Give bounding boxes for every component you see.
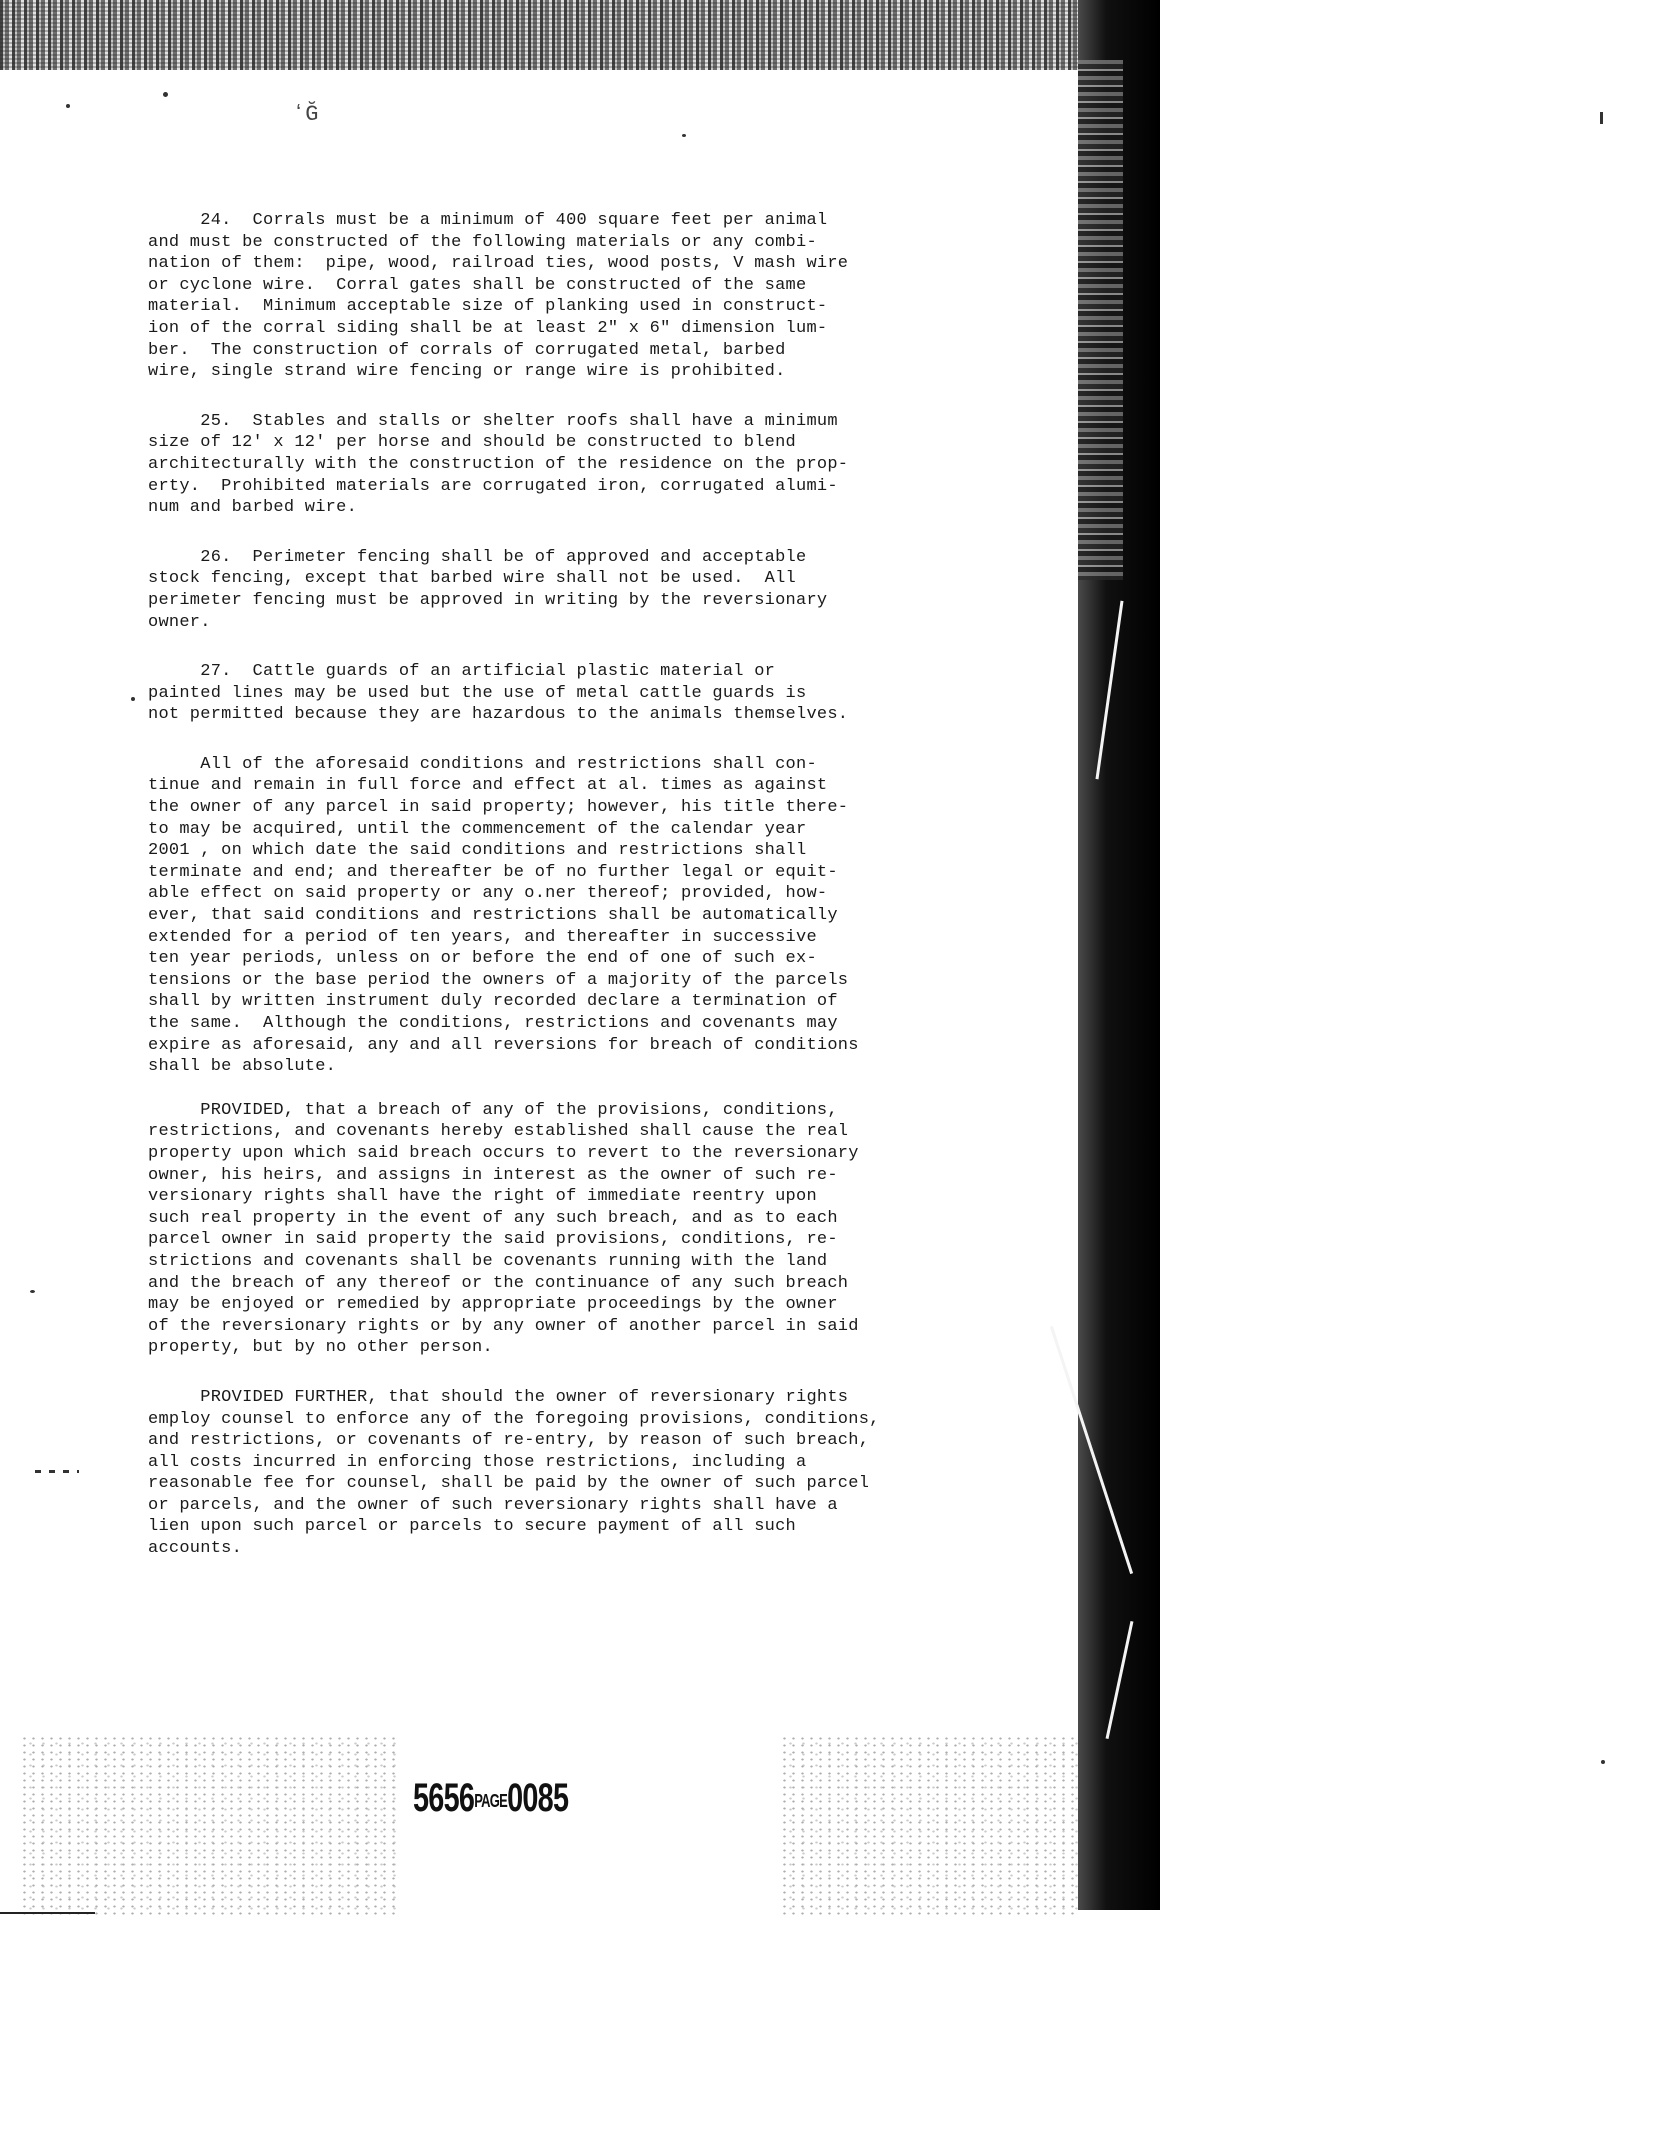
text-line: PROVIDED FURTHER, that should the owner of reversionary rights xyxy=(148,1387,849,1407)
scan-noise-top xyxy=(0,0,1160,70)
text-line: employ counsel to enforce any of the foregoing provisions, conditions, xyxy=(148,1409,880,1429)
book-number: 5656 xyxy=(413,1776,475,1820)
handwritten-mark: ʻĞ xyxy=(292,102,319,127)
text-line: expire as aforesaid, any and all reversions for breach of conditions xyxy=(148,1035,859,1055)
text-line: num and barbed wire. xyxy=(148,498,358,518)
text-line: 27. Cattle guards of an artificial plastic material or xyxy=(148,662,776,682)
text-line: property upon which said breach occurs to revert to the reversionary xyxy=(148,1143,859,1163)
scan-speck xyxy=(131,697,135,701)
page-word: PAGE xyxy=(474,1791,508,1811)
scan-speck xyxy=(1600,112,1603,124)
scan-streak xyxy=(1106,1621,1134,1739)
text-line: painted lines may be used but the use of metal cattle guards is xyxy=(148,683,807,703)
text-line: extended for a period of ten years, and thereafter in successive xyxy=(148,927,817,947)
scan-streak xyxy=(1050,1326,1133,1574)
scan-speck xyxy=(1601,1760,1605,1764)
paragraph-26 xyxy=(148,547,928,633)
scan-speck xyxy=(66,104,70,108)
text-line: tensions or the base period the owners of a majority of the parcels xyxy=(148,970,849,990)
text-line: perimeter fencing must be approved in writing by the reversionary xyxy=(148,590,828,610)
scan-streak xyxy=(1095,601,1123,780)
text-line: terminate and end; and thereafter be of no further legal or equit- xyxy=(148,862,838,882)
text-line: All of the aforesaid conditions and restrictions shall con- xyxy=(148,754,817,774)
book-page-stamp xyxy=(413,1776,568,1821)
paragraph-25 xyxy=(148,411,928,519)
text-line: shall be absolute. xyxy=(148,1057,337,1077)
text-line: reasonable fee for counsel, shall be paid by the owner of such parcel xyxy=(148,1474,870,1494)
scan-noise-bottom-right xyxy=(780,1735,1080,1915)
text-line: shall by written instrument duly recorded declare a termination of xyxy=(148,992,838,1012)
text-line: able effect on said property or any o.ner thereof; provided, how- xyxy=(148,884,828,904)
text-line: such real property in the event of any such breach, and as to each xyxy=(148,1208,838,1228)
text-line: 25. Stables and stalls or shelter roofs shall have a minimum xyxy=(148,411,838,431)
text-line: the same. Although the conditions, restrictions and covenants may xyxy=(148,1014,838,1033)
text-line: parcel owner in said property the said provisions, conditions, re- xyxy=(148,1230,838,1250)
text-line: not permitted because they are hazardous to the animals themselves. xyxy=(148,705,849,725)
text-line: PROVIDED, that a breach of any of the provisions, conditions, xyxy=(148,1100,838,1120)
text-line: accounts. xyxy=(148,1539,243,1559)
text-line: or cyclone wire. Corral gates shall be constructed of the same xyxy=(148,275,807,295)
text-line: strictions and covenants shall be covenants running with the land xyxy=(148,1251,828,1271)
text-line: versionary rights shall have the right of immediate reentry upon xyxy=(148,1187,817,1207)
paragraph-conditions xyxy=(148,754,928,1078)
text-line: erty. Prohibited materials are corrugated iron, corrugated alumi- xyxy=(148,476,838,496)
text-line: ion of the corral siding shall be at least 2" x 6" dimension lum- xyxy=(148,318,828,338)
text-line: architecturally with the construction of the residence on the prop- xyxy=(148,454,849,474)
text-line: lien upon such parcel or parcels to secure payment of all such xyxy=(148,1517,797,1537)
scan-speck xyxy=(30,1290,35,1293)
paragraph-provided-further xyxy=(148,1387,928,1560)
text-line: nation of them: pipe, wood, railroad ties, wood posts, V mash wire xyxy=(148,254,849,274)
paragraph-27 xyxy=(148,661,928,726)
text-line: wire, single strand wire fencing or range wire is prohibited. xyxy=(148,362,786,382)
text-line: size of 12' x 12' per horse and should be constructed to blend xyxy=(148,433,797,453)
paragraph-24 xyxy=(148,210,928,383)
document-body xyxy=(148,210,928,1588)
text-line: the owner of any parcel in said property; however, his title there- xyxy=(148,798,849,818)
scan-dashes xyxy=(35,1470,79,1473)
text-line: and restrictions, or covenants of re-entry, by reason of such breach, xyxy=(148,1431,870,1451)
text-line: restrictions, and covenants hereby established shall cause the real xyxy=(148,1122,849,1142)
text-line: and must be constructed of the following materials or any combi- xyxy=(148,232,817,252)
paragraph-provided xyxy=(148,1100,928,1359)
text-line: 26. Perimeter fencing shall be of approved and acceptable xyxy=(148,547,807,567)
text-line: property, but by no other person. xyxy=(148,1338,493,1358)
text-line: all costs incurred in enforcing those restrictions, including a xyxy=(148,1452,807,1472)
scan-edge-right xyxy=(1078,0,1160,1910)
text-line: ber. The construction of corrals of corrugated metal, barbed xyxy=(148,340,786,360)
text-line: or parcels, and the owner of such reversionary rights shall have a xyxy=(148,1495,838,1515)
text-line: of the reversionary rights or by any owner of another parcel in said xyxy=(148,1316,859,1336)
text-line: may be enjoyed or remedied by appropriate proceedings by the owner xyxy=(148,1295,838,1315)
scan-speck xyxy=(682,134,686,137)
text-line: owner, his heirs, and assigns in interest as the owner of such re- xyxy=(148,1165,838,1185)
scan-speck xyxy=(163,92,168,97)
page-number: 0085 xyxy=(507,1776,569,1820)
text-line: 2001 , on which date the said conditions and restrictions shall xyxy=(148,841,807,861)
scan-rule xyxy=(0,1912,95,1914)
text-line: owner. xyxy=(148,612,211,632)
text-line: ten year periods, unless on or before the end of one of such ex- xyxy=(148,949,817,969)
text-line: stock fencing, except that barbed wire shall not be used. All xyxy=(148,569,797,589)
text-line: tinue and remain in full force and effect at al. times as against xyxy=(148,776,828,796)
text-line: and the breach of any thereof or the continuance of any such breach xyxy=(148,1273,849,1293)
text-line: 24. Corrals must be a minimum of 400 square feet per animal xyxy=(148,211,828,230)
text-line: to may be acquired, until the commencement of the calendar year xyxy=(148,819,807,839)
scan-noise-bottom-left xyxy=(20,1735,400,1915)
text-line: material. Minimum acceptable size of planking used in construct- xyxy=(148,297,828,317)
text-line: ever, that said conditions and restrictions shall be automatically xyxy=(148,906,838,926)
